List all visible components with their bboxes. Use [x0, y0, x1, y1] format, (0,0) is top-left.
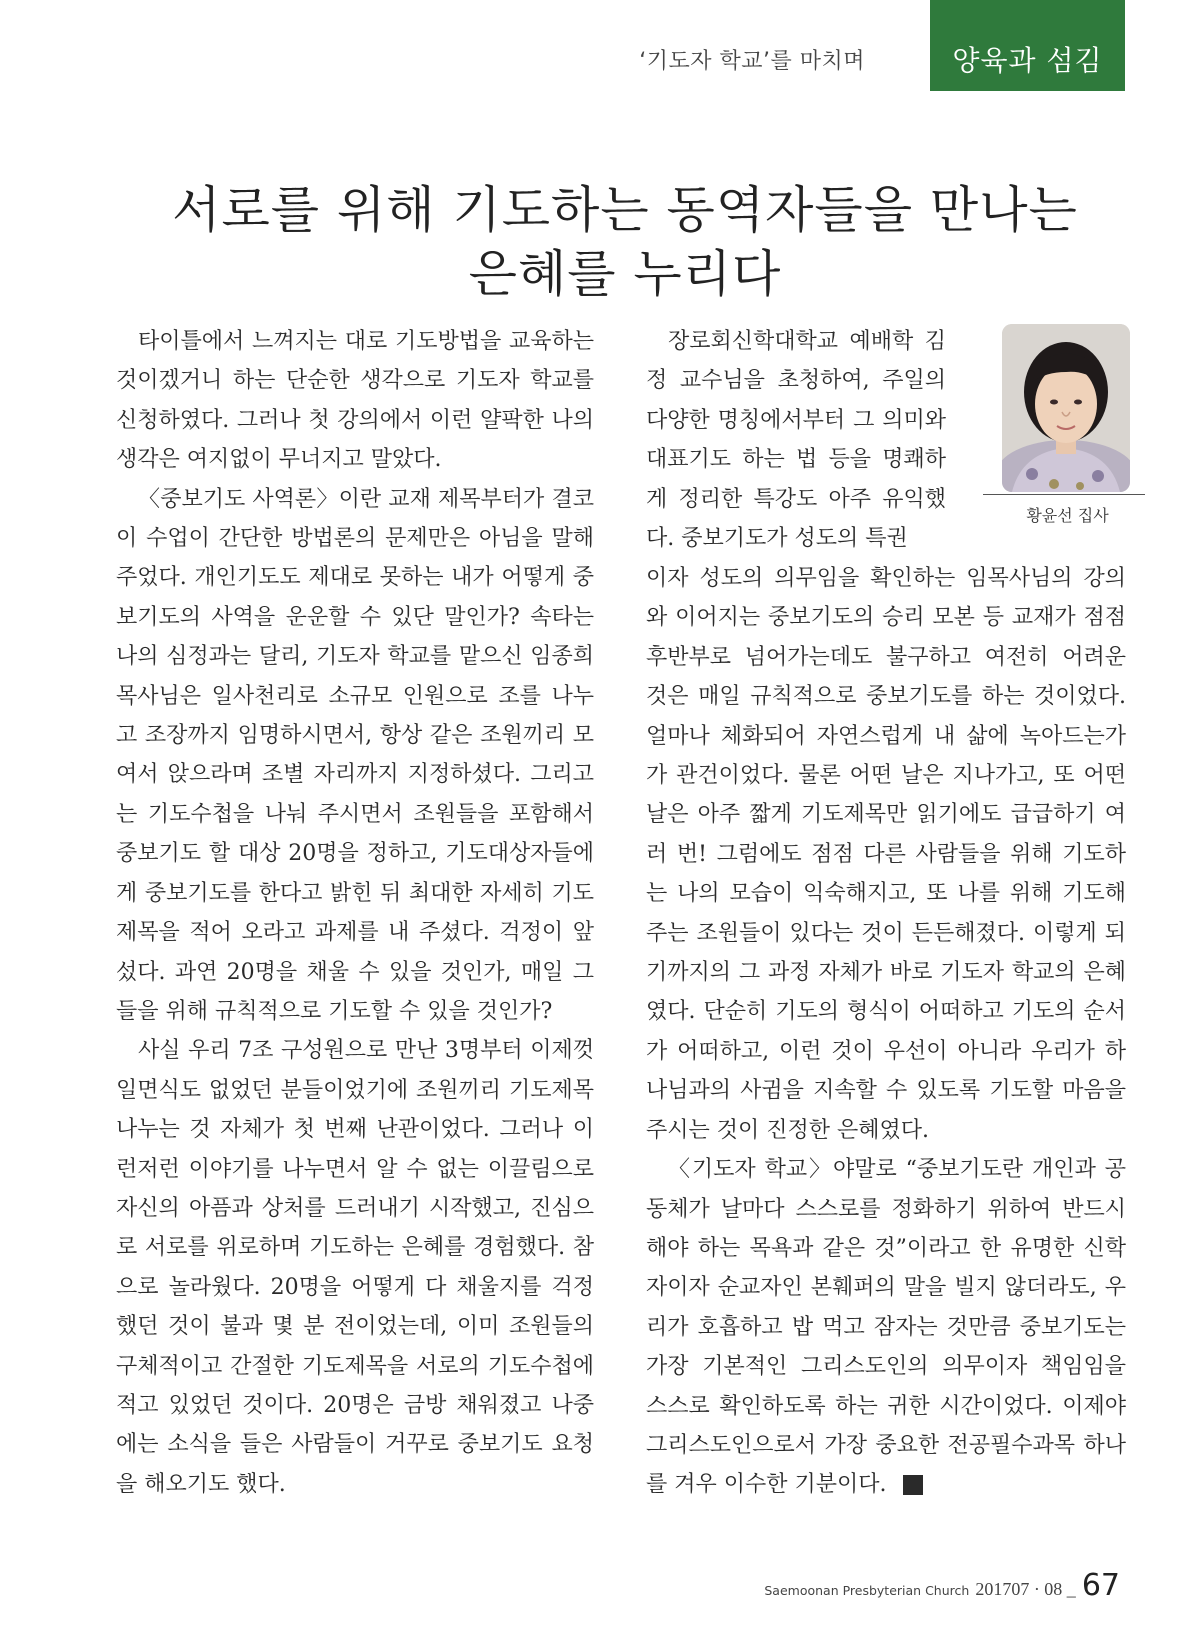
body-paragraph-final	[646, 1150, 1126, 1505]
body-paragraph: 사실 우리 7조 구성원으로 만난 3명부터 이제껏 일면식도 없었던 분들이었기에 조원끼리 기도제목 나누는 것 자체가 첫 번째 난관이었다. 그러나 이런저런 이야기를 나누면서 알 수 없는 이끌림으로 자신의 아픔과 상처를 드러내기 시작했고, 진심으로 서로를 위로하며 기도하는 은혜를 경험했다. 참으로 놀라웠다. 20명을 어떻게 다 채울지를 걱정했던 것이 불과 몇 분 전이었는데, 이미 조원들의 구체적이고 간절한 기도제목을 서로의 기도수첩에 적고 있었던 것이다. 20명은 금방 채워졌고 나중에는 소식을 들은 사람들이 거꾸로 중보기도 요청을 해오기도 했다.	[116, 1038, 594, 1497]
footer-church-name: Saemoonan Presbyterian Church	[764, 1583, 970, 1598]
header-subtitle: ‘기도자 학교’를 마치며	[639, 49, 865, 74]
section-badge: 양육과 섬김	[930, 0, 1125, 91]
final-paragraph-text: 〈기도자 학교〉야말로 “중보기도란 개인과 공동체가 날마다 스스로를 정화하기 위하여 반드시 해야 하는 목욕과 같은 것”이라고 한 유명한 신학자이자 순교자인 본훼퍼의 말을 빌지 않더라도, 우리가 호흡하고 밥 먹고 잠자는 것만큼 중보기도는 가장 기본적인 그리스도인의 의무이자 책임임을 스스로 확인하도록 하는 귀한 시간이었다. 이제야 그리스도인으로서 가장 중요한 전공필수과목 하나를 겨우 이수한 기분이다.	[646, 1157, 1126, 1498]
title-line-1: 서로를 위해 기도하는 동역자들을 만나는	[172, 181, 1078, 239]
author-photo	[1002, 324, 1130, 492]
right-column-top	[646, 322, 946, 558]
page-footer	[764, 1568, 1120, 1603]
page-number: 67	[1081, 1568, 1120, 1603]
article-title	[0, 178, 1200, 306]
author-portrait-image	[1002, 324, 1130, 492]
photo-divider	[983, 494, 1145, 495]
body-paragraph-continued: 이자 성도의 의무임을 확인하는 임목사님의 강의와 이어지는 중보기도의 승리 모본 등 교재가 점점 후반부로 넘어가는데도 불구하고 여전히 어려운 것은 매일 규칙적으로 중보기도를 하는 것이었다. 얼마나 체화되어 자연스럽게 내 삶에 녹아드는가가 관건이었다. 물론 어떤 날은 지나가고, 또 어떤 날은 아주 짧게 기도제목만 읽기에도 급급하기 여러 번! 그럼에도 점점 다른 사람들을 위해 기도하는 나의 모습이 익숙해지고, 또 나를 위해 기도해주는 조원들이 있다는 것이 든든해졌다. 이렇게 되기까지의 그 과정 자체가 바로 기도자 학교의 은혜였다. 단순히 기도의 형식이 어떠하고 기도의 순서가 어떠하고, 이런 것이 우선이 아니라 우리가 하나님과의 사귐을 지속할 수 있도록 기도할 마음을 주시는 것이 진정한 은혜였다.	[646, 566, 1126, 1143]
body-paragraph: 〈중보기도 사역론〉이란 교재 제목부터가 결코 이 수업이 간단한 방법론의 문제만은 아님을 말해주었다. 개인기도도 제대로 못하는 내가 어떻게 중보기도의 사역을 운운할 수 있단 말인가? 속타는 나의 심정과는 달리, 기도자 학교를 맡으신 임종희 목사님은 일사천리로 소규모 인원으로 조를 나누고 조장까지 임명하시면서, 항상 같은 조원끼리 모여서 앉으라며 조별 자리까지 지정하셨다. 그리고는 기도수첩을 나눠 주시면서 조원들을 포함해서 중보기도 할 대상 20명을 정하고, 기도대상자들에게 중보기도를 한다고 밝힌 뒤 최대한 자세히 기도제목을 적어 오라고 과제를 내 주셨다. 걱정이 앞섰다. 과연 20명을 채울 수 있을 것인가, 매일 그들을 위해 규칙적으로 기도할 수 있을 것인가?	[116, 486, 594, 1024]
body-paragraph: 타이틀에서 느껴지는 대로 기도방법을 교육하는 것이겠거니 하는 단순한 생각으로 기도자 학교를 신청하였다. 그러나 첫 강의에서 이런 얄팍한 나의 생각은 여지없이 무너지고 말았다.	[116, 329, 594, 473]
author-caption: 황윤선 집사	[1026, 506, 1109, 525]
footer-issue: 201707 · 08 _	[975, 1579, 1076, 1599]
right-column	[646, 559, 1126, 1505]
body-paragraph: 장로회신학대학교 예배학 김정 교수님을 초청하여, 주일의 다양한 명칭에서부터 그 의미와 대표기도 하는 법 등을 명쾌하게 정리한 특강도 아주 유익했다. 중보기도가 성도의 특권	[646, 329, 946, 552]
title-line-2: 은혜를 누리다	[468, 245, 782, 303]
end-mark-icon: 새	[903, 1475, 923, 1495]
left-column	[116, 322, 594, 1504]
